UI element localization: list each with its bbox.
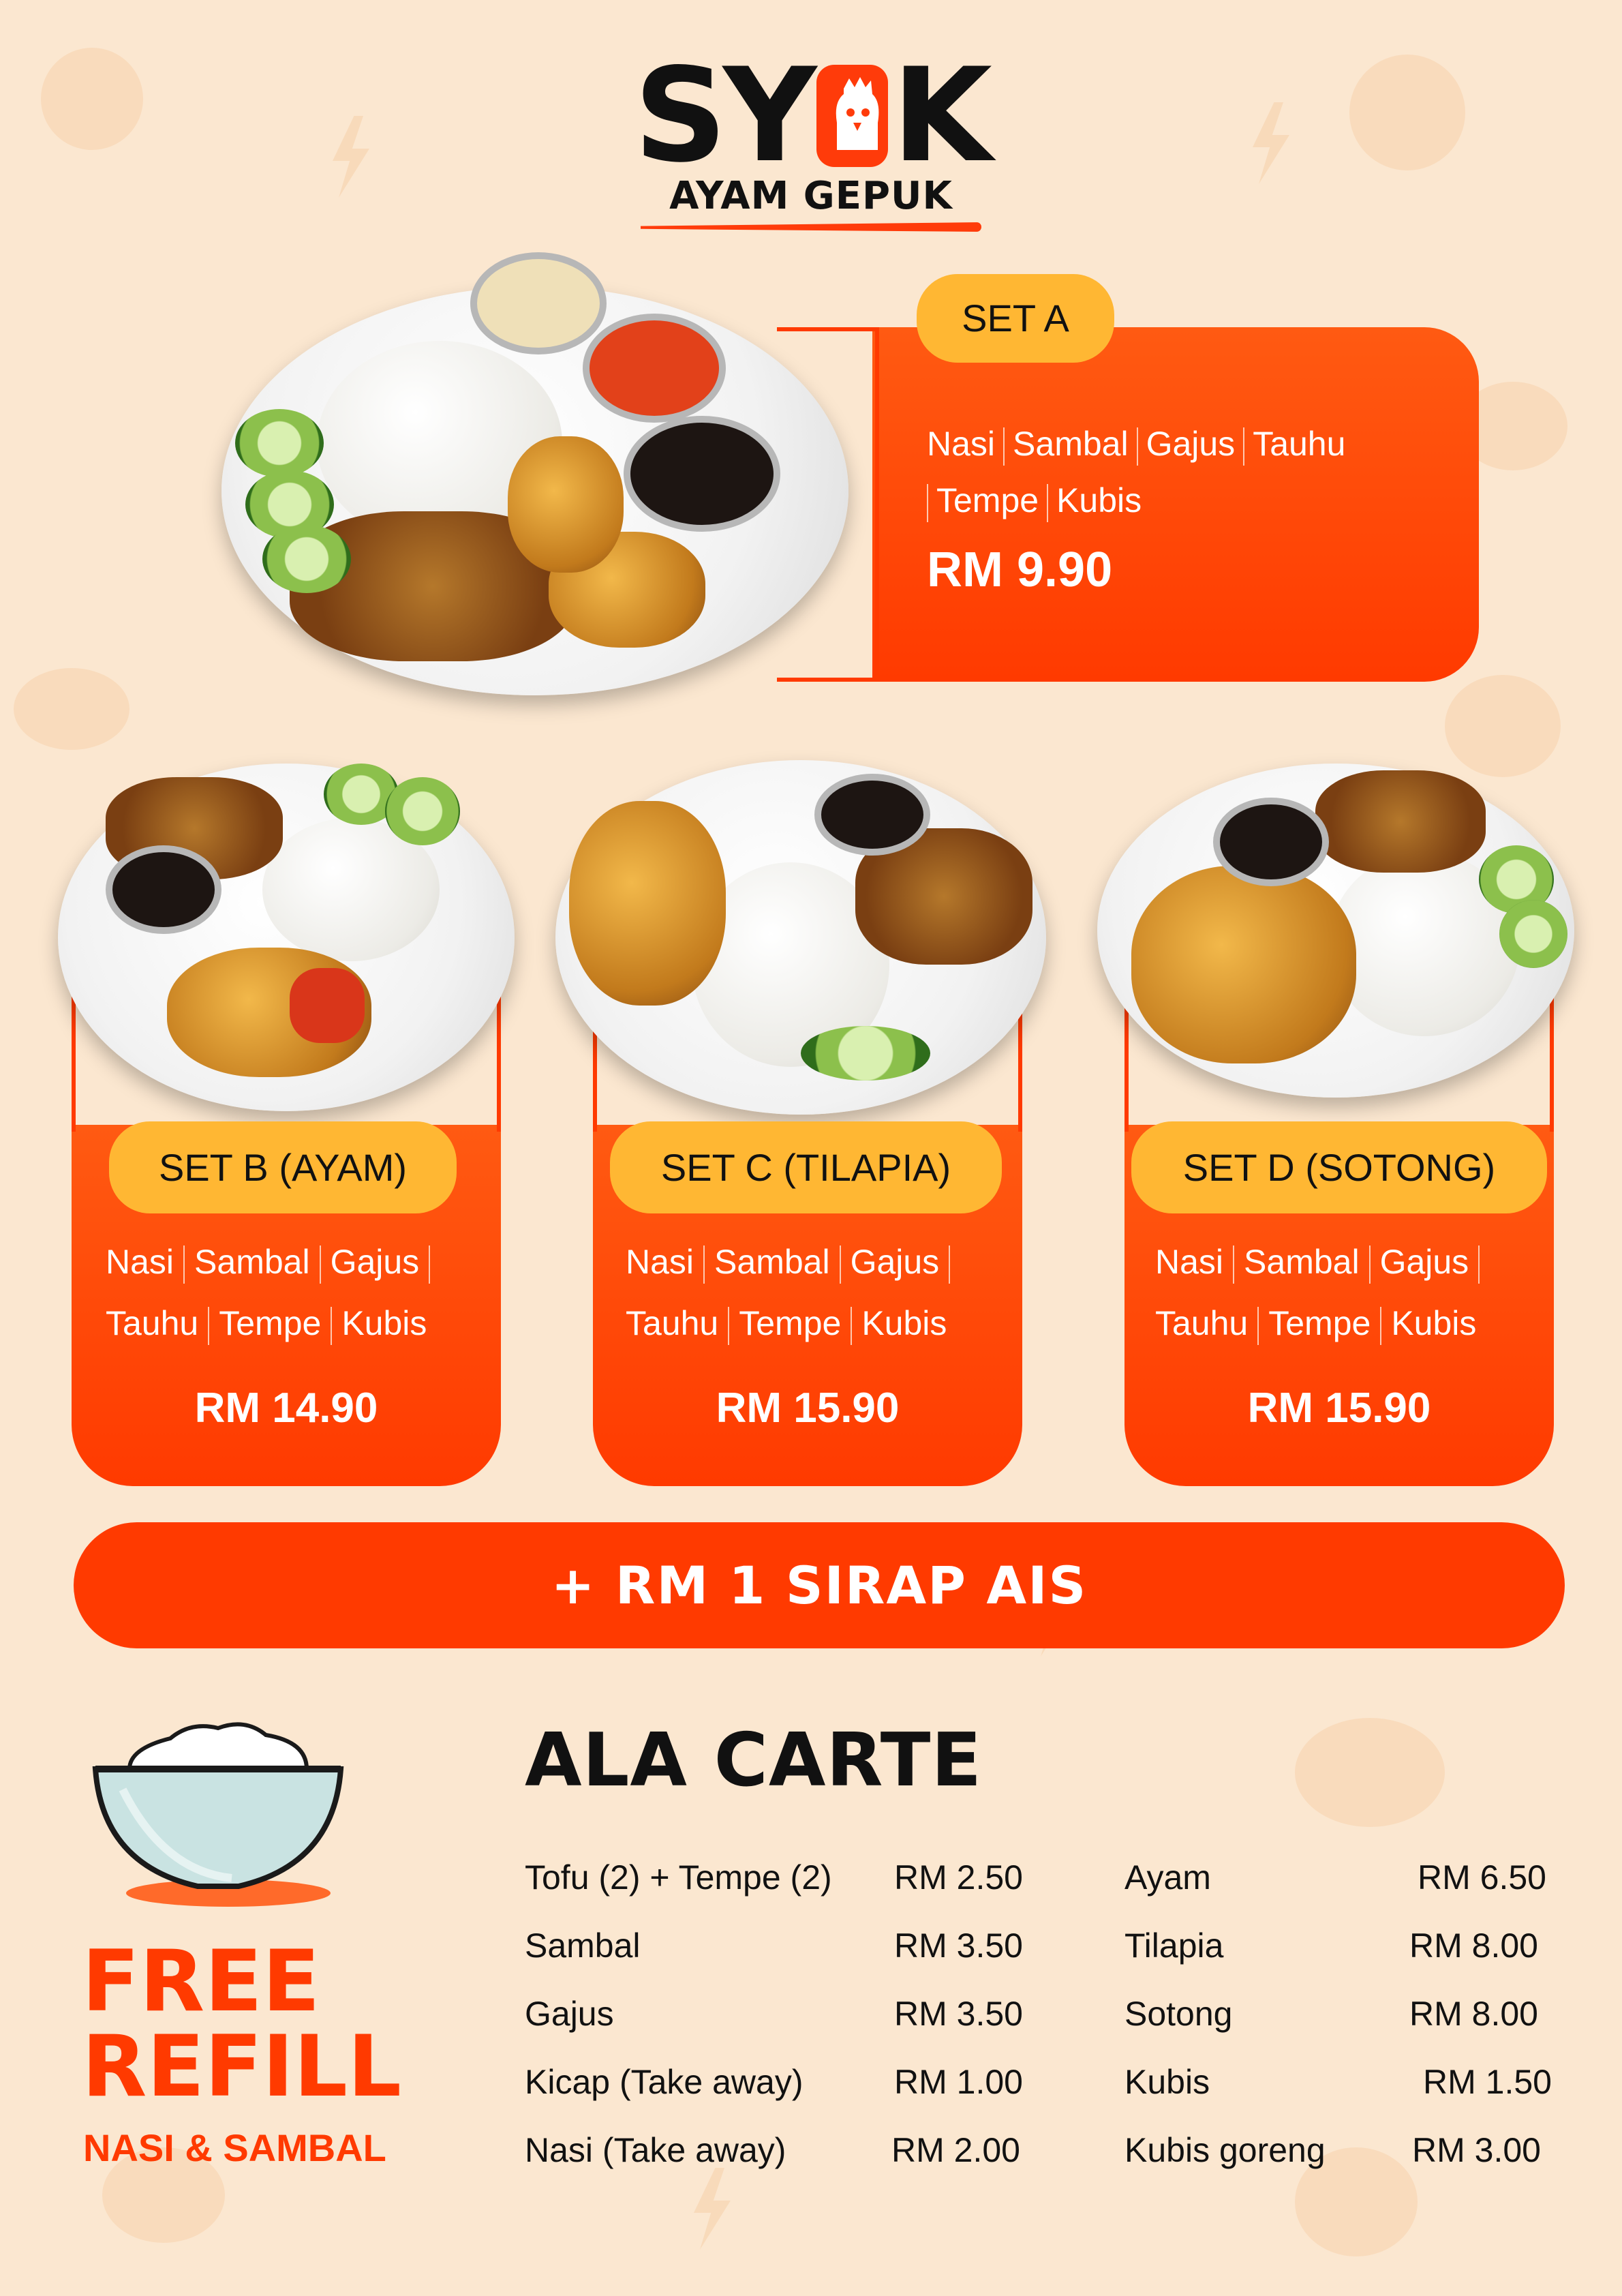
ala-carte-item: Tilapia [1124,1927,1224,1965]
brand-tagline: AYAM GEPUK [669,174,953,218]
ala-carte-item: Sotong [1124,1995,1233,2033]
ala-carte-price: RM 1.00 [894,2063,1023,2101]
ala-carte-item: Kicap (Take away) [525,2063,804,2101]
set-d-items-line2 [1155,1292,1476,1355]
set-c-items-line2 [626,1292,947,1355]
bg-leg-shape [14,668,129,750]
set-c-item: Tempe [739,1304,842,1342]
ala-carte-title: ALA CARTE [525,1718,983,1803]
set-c-items-line1 [626,1230,960,1293]
ala-carte-price: RM 6.50 [1418,1858,1546,1897]
set-d-label-pill: SET D (SOTONG) [1131,1121,1547,1213]
set-a-items-line2 [927,469,1142,532]
bg-fish-shape [1445,675,1561,777]
chicken-logo-icon [816,65,887,167]
ala-carte-price: RM 8.00 [1409,1995,1538,2033]
set-a-items-line1 [927,412,1345,475]
brand-name-left: SY [634,40,813,191]
set-b-price: RM 14.90 [194,1385,378,1432]
cabbage [1315,770,1486,873]
ala-carte-item: Kubis goreng [1124,2131,1326,2169]
set-b-items-line2 [106,1292,427,1355]
rice-bowl-icon [82,1708,354,1912]
ala-carte-item: Sambal [525,1927,641,1965]
set-a-item: Tempe [936,481,1039,519]
ala-carte-price: RM 2.50 [894,1858,1023,1897]
set-d-item: Tempe [1268,1304,1371,1342]
set-b-item: Tauhu [106,1304,199,1342]
bg-bolt-icon [1240,102,1302,184]
fried-sotong [1131,866,1356,1063]
addon-banner: + RM 1 SIRAP AIS [74,1522,1565,1648]
kicap-bowl [106,845,221,934]
set-c-item: Kubis [861,1304,947,1342]
set-c-item: Sambal [714,1243,830,1281]
bg-chicken-shape [41,48,143,150]
set-a-plate-image [221,286,848,695]
set-d-items-line1 [1155,1230,1489,1293]
set-c-price: RM 15.90 [716,1385,900,1432]
sambal-topping [290,968,365,1043]
set-c-item: Tauhu [626,1304,719,1342]
set-b-item: Nasi [106,1243,174,1281]
set-b-item: Tempe [219,1304,322,1342]
sambal-bowl [583,314,726,423]
set-a-item: Gajus [1146,425,1236,463]
set-c-plate-image [555,760,1046,1115]
set-b-items-line1 [106,1230,440,1293]
soup-bowl [470,252,607,354]
brand-underline [641,222,981,232]
brand-name-right: K [891,40,988,191]
set-c-item: Gajus [850,1243,940,1281]
free-refill-subtitle: NASI & SAMBAL [83,2126,386,2169]
set-b-item: Gajus [330,1243,420,1281]
ala-carte-price: RM 3.00 [1412,2131,1541,2169]
set-d-item: Tauhu [1155,1304,1249,1342]
ala-carte-item: Tofu (2) + Tempe (2) [525,1858,832,1897]
set-a-item: Sambal [1013,425,1129,463]
set-d-plate-image [1097,764,1574,1098]
ala-carte-price: RM 1.50 [1423,2063,1552,2101]
ala-carte-item: Kubis [1124,2063,1210,2101]
cucumber [262,525,351,593]
fried-tilapia [569,801,726,1006]
kicap-bowl [1213,798,1329,886]
ala-carte-item: Ayam [1124,1858,1211,1897]
free-refill-title [82,1933,402,2116]
set-a-label-pill: SET A [917,274,1114,363]
ala-carte-item: Nasi (Take away) [525,2131,786,2169]
kicap-bowl [624,416,780,532]
cucumber [385,777,460,845]
bg-bolt-icon [682,2168,743,2250]
set-d-item: Kubis [1391,1304,1477,1342]
free-refill-line2: REFILL [82,2018,402,2116]
set-d-item: Gajus [1379,1243,1469,1281]
bg-chicken-shape [1349,55,1465,170]
set-a-price: RM 9.90 [927,543,1113,597]
ala-carte-price: RM 2.00 [891,2131,1020,2169]
ala-carte-price: RM 8.00 [1409,1927,1538,1965]
ala-carte-item: Gajus [525,1995,614,2033]
free-refill-line1: FREE [82,1933,320,2031]
set-a-item: Kubis [1056,481,1142,519]
set-d-price: RM 15.90 [1247,1385,1431,1432]
set-a-item: Nasi [927,425,996,463]
tofu [508,436,624,573]
ala-carte-price: RM 3.50 [894,1995,1023,2033]
set-b-plate-image [58,764,515,1111]
set-c-item: Nasi [626,1243,694,1281]
set-b-label-pill: SET B (AYAM) [109,1121,457,1213]
cucumber [801,1026,930,1081]
set-d-item: Nasi [1155,1243,1224,1281]
cucumber [1499,900,1567,968]
cucumber [235,409,324,477]
set-d-item: Sambal [1244,1243,1360,1281]
bg-leg-shape [1295,1718,1445,1827]
kicap-bowl [814,774,930,856]
set-c-label-pill: SET C (TILAPIA) [610,1121,1002,1213]
brand-logo [634,40,988,242]
ala-carte-price: RM 3.50 [894,1927,1023,1965]
set-b-item: Kubis [341,1304,427,1342]
set-a-item: Tauhu [1253,425,1346,463]
set-b-item: Sambal [194,1243,310,1281]
bg-bolt-icon [320,116,382,198]
